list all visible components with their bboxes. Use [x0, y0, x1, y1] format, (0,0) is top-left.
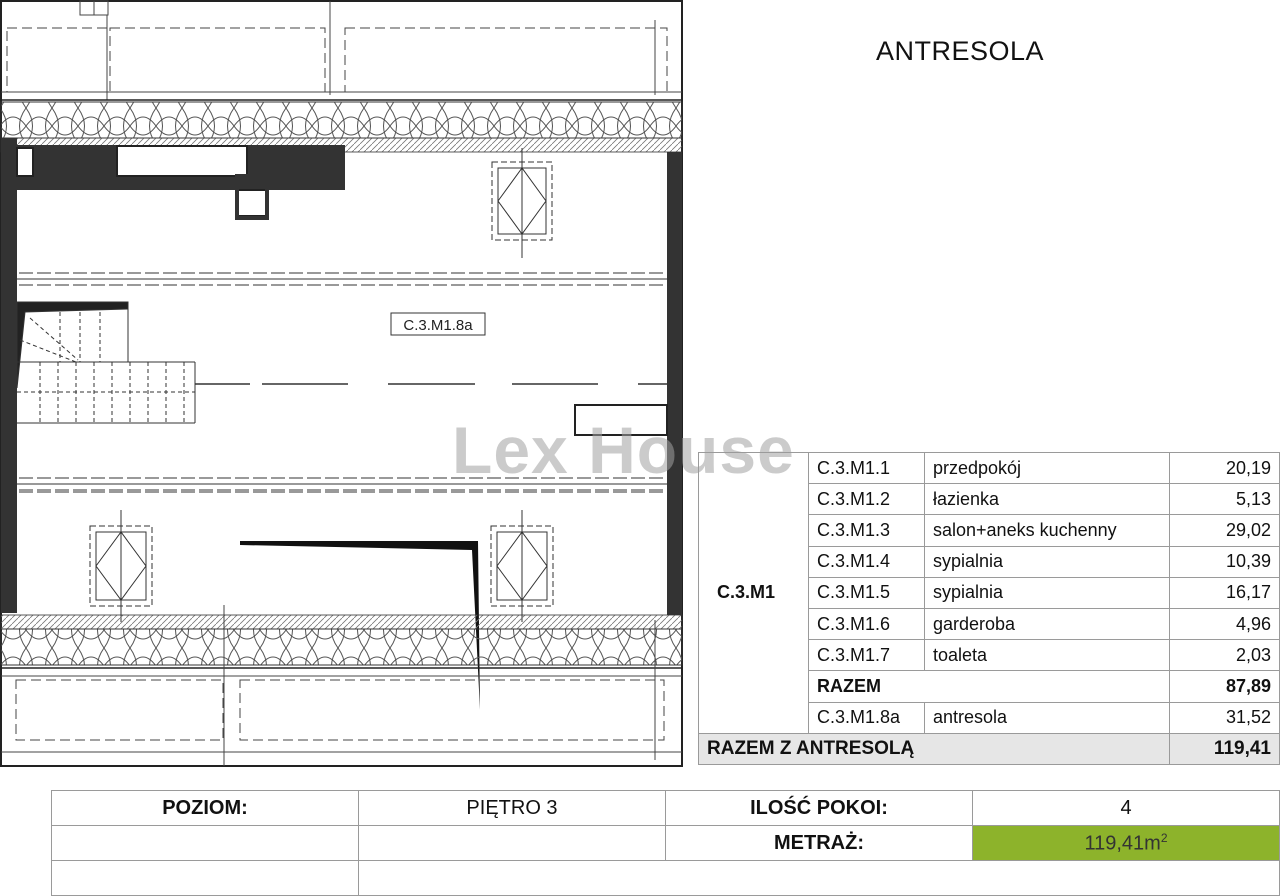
room-name: toaleta — [925, 640, 1170, 671]
info-row — [52, 791, 1280, 826]
room-name: łazienka — [925, 484, 1170, 515]
room-name: przedpokój — [925, 453, 1170, 484]
skylight-top — [492, 148, 552, 258]
empty-cell — [359, 826, 666, 861]
room-area: 29,02 — [1170, 515, 1280, 546]
table-row — [699, 453, 1280, 484]
top-roof-area — [1, 1, 682, 100]
area-unit-superscript: 2 — [1160, 830, 1168, 845]
skylight-bottom-right — [491, 510, 553, 622]
room-code: C.3.M1.6 — [809, 608, 925, 639]
room-area: 2,03 — [1170, 640, 1280, 671]
room-name: salon+aneks kuchenny — [925, 515, 1170, 546]
room-area: 4,96 — [1170, 608, 1280, 639]
empty-cell — [52, 826, 359, 861]
grand-total-label: RAZEM Z ANTRESOLĄ — [699, 733, 1170, 764]
rooms-label: ILOŚĆ POKOI: — [666, 791, 973, 826]
room-name: sypialnia — [925, 577, 1170, 608]
room-code: C.3.M1.1 — [809, 453, 925, 484]
bottom-insulation — [1, 629, 682, 665]
room-code: C.3.M1.4 — [809, 546, 925, 577]
empty-cell — [359, 861, 1280, 896]
unit-code: C.3.M1 — [699, 453, 809, 734]
level-value: PIĘTRO 3 — [359, 791, 666, 826]
empty-cell — [52, 861, 359, 896]
watermark-logo: Lex House — [452, 413, 795, 487]
room-name: garderoba — [925, 608, 1170, 639]
room-code: C.3.M1.5 — [809, 577, 925, 608]
floor-plan-drawing — [0, 0, 690, 772]
rooms-value: 4 — [973, 791, 1280, 826]
area-label: METRAŻ: — [666, 826, 973, 861]
info-table — [51, 790, 1280, 896]
room-label: C.3.M1.8a — [403, 317, 473, 334]
area-value: 119,41m — [1084, 832, 1161, 855]
room-name: antresola — [925, 702, 1170, 733]
total-value: 87,89 — [1170, 671, 1280, 702]
info-row — [52, 861, 1280, 896]
grand-total-value: 119,41 — [1170, 733, 1280, 764]
room-area: 20,19 — [1170, 453, 1280, 484]
area-table — [698, 452, 1280, 765]
total-label: RAZEM — [809, 671, 1170, 702]
room-area: 10,39 — [1170, 546, 1280, 577]
room-area: 5,13 — [1170, 484, 1280, 515]
room-area: 31,52 — [1170, 702, 1280, 733]
room-name: sypialnia — [925, 546, 1170, 577]
top-insulation — [1, 102, 682, 138]
level-label: POZIOM: — [52, 791, 359, 826]
staircase — [17, 302, 195, 423]
room-code: C.3.M1.2 — [809, 484, 925, 515]
grand-total-row — [699, 733, 1280, 764]
room-code: C.3.M1.7 — [809, 640, 925, 671]
plan-title: ANTRESOLA — [876, 36, 1045, 66]
room-code: C.3.M1.3 — [809, 515, 925, 546]
room-code: C.3.M1.8a — [809, 702, 925, 733]
area-value-cell — [973, 826, 1280, 861]
info-row — [52, 826, 1280, 861]
skylight-bottom-left — [90, 510, 152, 622]
room-area: 16,17 — [1170, 577, 1280, 608]
